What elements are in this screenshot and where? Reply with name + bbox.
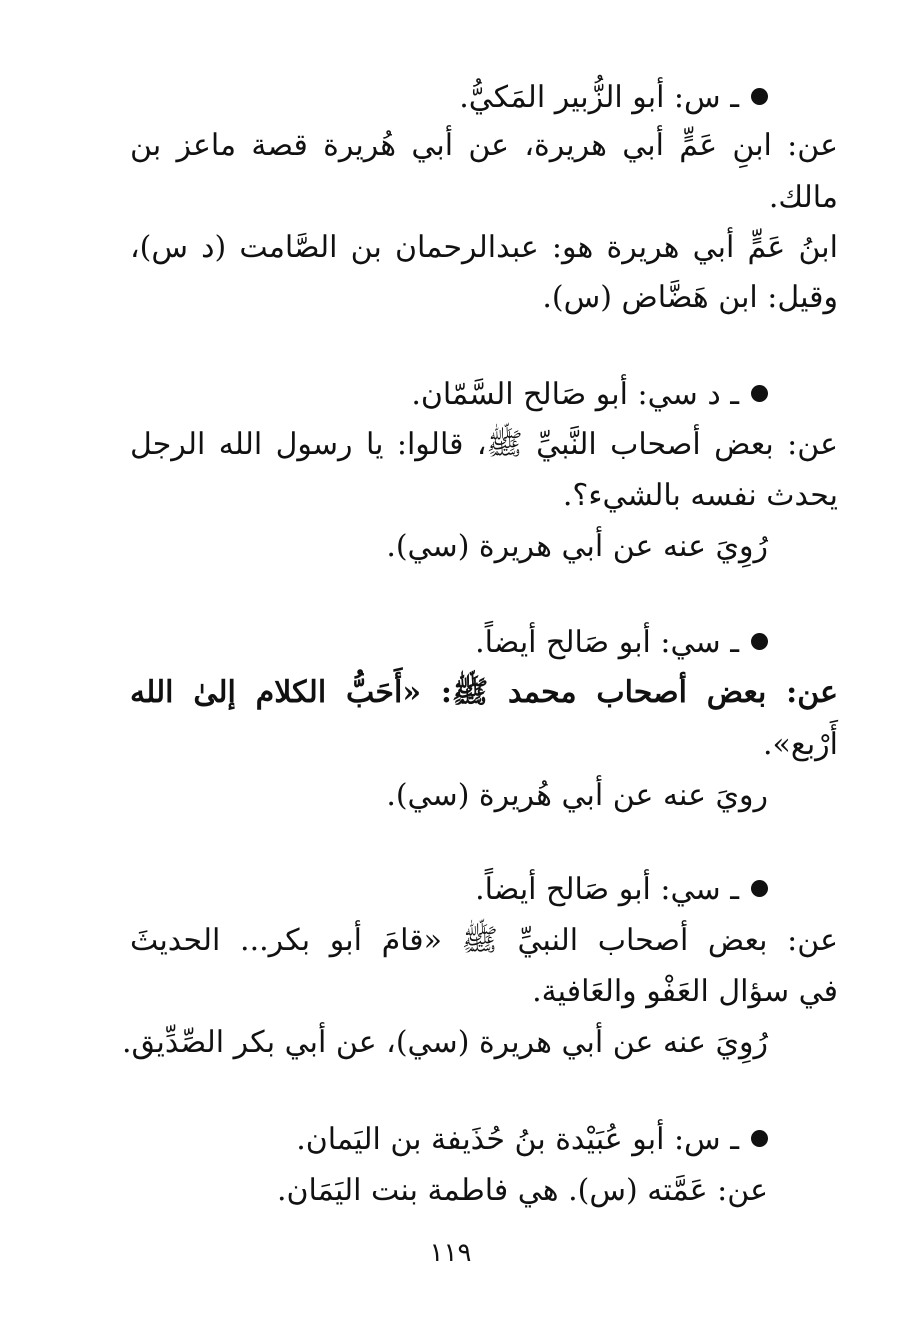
entry-line: عن: بعض أصحاب النَّبيِّ ﷺ، قالوا: يا رسول الله الرجل xyxy=(130,427,838,462)
bullet-icon xyxy=(751,880,768,897)
entry-line: عن: ابنِ عَمٍّ أبي هريرة، عن أبي هُريرة قصة ماعز بن xyxy=(130,128,838,163)
entry-line: عن: عَمَّته (س). هي فاطمة بنت اليَمَان. xyxy=(276,1173,768,1208)
entry-line: أَرْبع». xyxy=(762,727,838,762)
bullet-icon xyxy=(751,385,768,402)
entry-heading xyxy=(130,623,768,663)
bullet-icon xyxy=(751,1130,768,1147)
entry-heading-text: ـ س: أبو الزُّبير المَكيُّ. xyxy=(459,80,739,115)
entry-line: عن: بعض أصحاب محمد ﷺ: «أَحَبُّ الكلام إلىٰ الله xyxy=(130,675,838,710)
entry-heading-text: ـ سي: أبو صَالح أيضاً. xyxy=(475,872,739,907)
entry-line: عن: بعض أصحاب النبيِّ ﷺ «قامَ أبو بكر... الحديثَ xyxy=(130,923,838,958)
entry-line: مالك. xyxy=(768,180,838,215)
entry-line: رويَ عنه عن أبي هُريرة (سي). xyxy=(386,778,768,813)
entry-heading xyxy=(130,1120,768,1160)
entry-heading xyxy=(130,78,768,118)
page-number: ١١٩ xyxy=(429,1238,472,1268)
entry-line: وقيل: ابن هَضَّاض (س). xyxy=(542,280,838,315)
entry-line: رُوِيَ عنه عن أبي هريرة (سي). xyxy=(386,529,768,564)
entry-heading xyxy=(130,870,768,910)
bullet-icon xyxy=(751,633,768,650)
entry-line: في سؤال العَفْو والعَافية. xyxy=(532,974,838,1009)
entry-heading xyxy=(130,375,768,415)
entry-heading-text: ـ سي: أبو صَالح أيضاً. xyxy=(475,625,739,660)
entry-line: ابنُ عَمٍّ أبي هريرة هو: عبدالرحمان بن الصَّامت (د س)، xyxy=(130,230,838,265)
entry-line: رُوِيَ عنه عن أبي هريرة (سي)، عن أبي بكر الصِّدِّيق. xyxy=(121,1025,768,1060)
entry-heading-text: ـ س: أبو عُبَيْدة بنُ حُذَيفة بن اليَمان. xyxy=(296,1122,739,1157)
entry-line: يحدث نفسه بالشيء؟. xyxy=(562,478,838,513)
entry-heading-text: ـ د سي: أبو صَالح السَّمّان. xyxy=(411,377,739,412)
bullet-icon xyxy=(751,88,768,105)
